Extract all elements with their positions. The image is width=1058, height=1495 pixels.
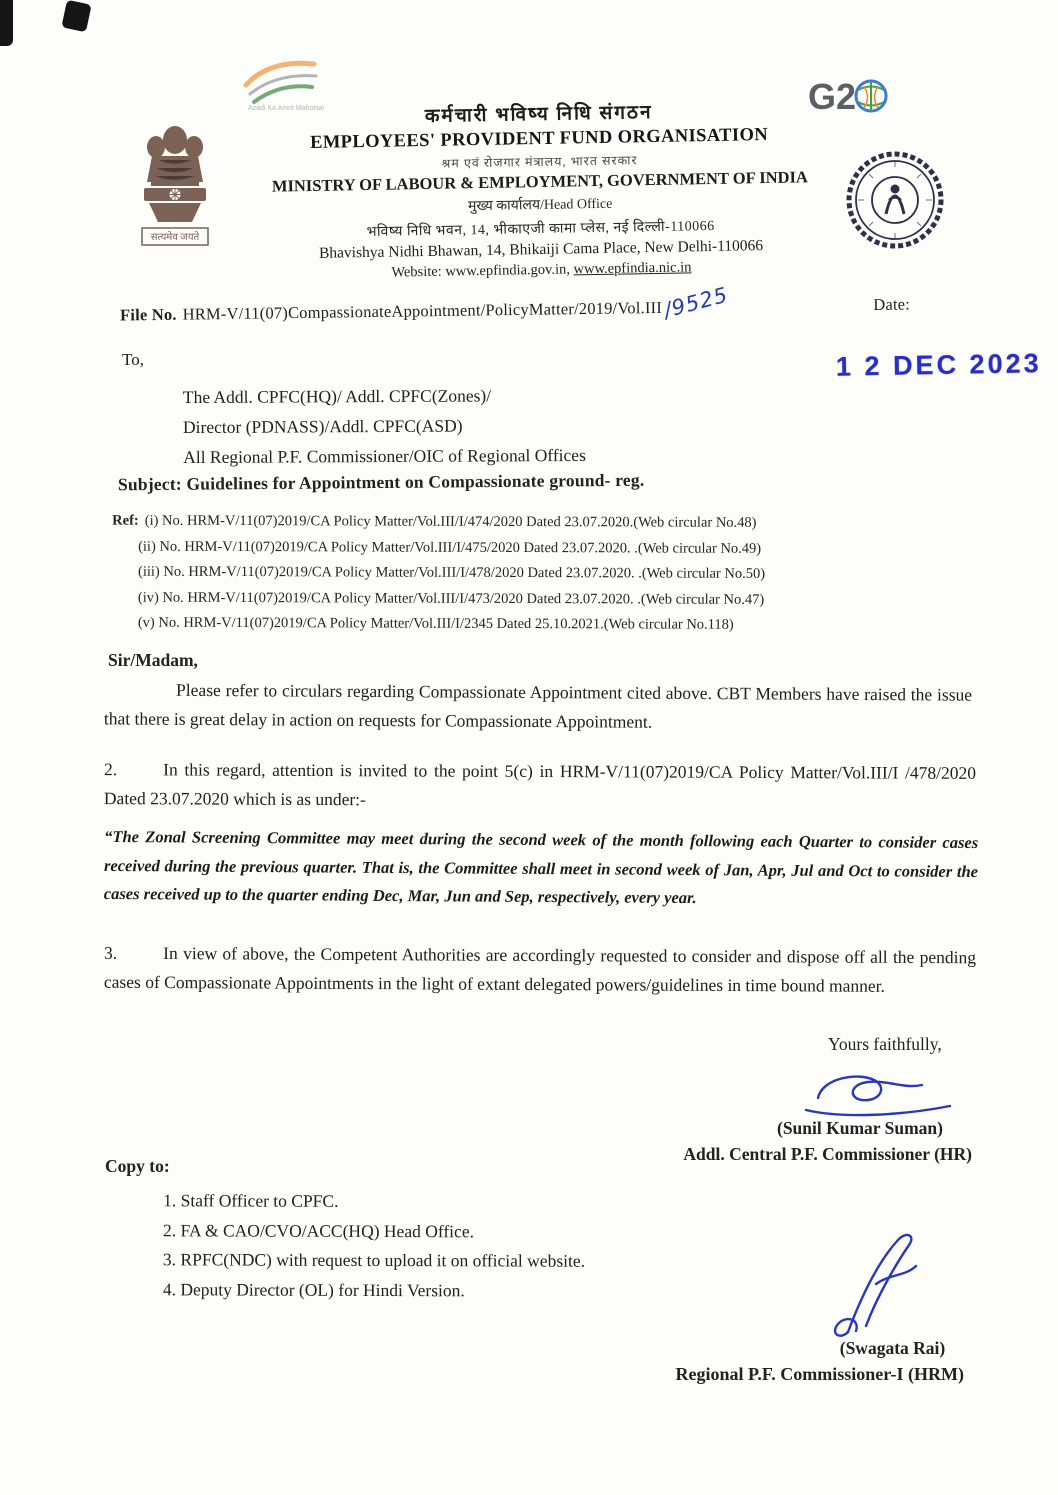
g20-text: G2 <box>808 76 857 117</box>
copy-to-item: 1. Staff Officer to CPFC. <box>163 1190 339 1211</box>
reference-item <box>112 509 922 537</box>
file-number-line <box>119 282 911 325</box>
ministry-name: MINISTRY OF LABOUR & EMPLOYMENT, GOVERNMENT OF INDIA <box>271 167 808 196</box>
file-number-text: HRM-V/11(07)CompassionateAppointment/PolicyMatter/2019/Vol.III <box>182 297 663 324</box>
paragraph-text: In this regard, attention is invited to the point 5(c) in HRM-V/11(07)2019/CA Policy Matter/Vol.III/I /478/2020 Dated 23.07.2020 which is as under:- <box>103 759 977 810</box>
ref-label: Ref: <box>112 512 139 529</box>
recipient-line: The Addl. CPFC(HQ)/ Addl. CPFC(Zones)/ <box>182 385 492 408</box>
salutation: Sir/Madam, <box>108 650 198 670</box>
website-text: Website: www.epfindia.gov.in, <box>391 261 574 281</box>
letterhead <box>248 95 831 284</box>
paragraph-1: Please refer to circulars regarding Compassionate Appointment cited above. CBT Members have raised the issue that there is great delay in action on requests for Compassionate Appointment. <box>103 679 973 732</box>
org-name: EMPLOYEES' PROVIDENT FUND ORGANISATION <box>309 125 769 154</box>
address-hindi: भविष्य निधि भवन, 14, भीकाएजी कामा प्लेस, नई दिल्ली-110066 <box>366 218 715 241</box>
copy-to-item: 4. Deputy Director (OL) for Hindi Version. <box>162 1278 465 1300</box>
paragraph-number: 3. <box>104 942 118 963</box>
website-link: www.epfindia.nic.in <box>573 259 692 278</box>
subject-line: Subject: Guidelines for Appointment on Compassionate ground- reg. <box>117 469 645 495</box>
emblem-motto: सत्यमेव जयते <box>150 232 200 243</box>
signatory-designation: Addl. Central P.F. Commissioner (HR) <box>683 1144 972 1164</box>
reference-item: (ii) No. HRM-V/11(07)2019/CA Policy Matter/Vol.III/I/475/2020 Dated 23.07.2020. .(Web circular No.49) <box>138 538 762 557</box>
epfo-logo-icon <box>845 148 945 257</box>
to-label: To, <box>122 350 144 369</box>
org-name-hindi: कर्मचारी भविष्य निधि संगठन <box>424 102 653 127</box>
signatory-name: (Sunil Kumar Suman) <box>777 1118 943 1138</box>
copy-to-item: 3. RPFC(NDC) with request to upload it on official website. <box>162 1249 586 1271</box>
copy-to-label: Copy to: <box>105 1156 170 1176</box>
date-stamp: 1 2 DEC 2023 <box>835 348 1042 382</box>
paragraph-text: In view of above, the Competent Authorities are accordingly requested to consider and dispose off all the pending cases of Compassionate Appointments in the light of extant delegated powers/guidelines in time bound manner. <box>103 943 977 996</box>
signatory-name: (Swagata Rai) <box>839 1338 946 1358</box>
recipient-line: Director (PDNASS)/Addl. CPFC(ASD) <box>182 415 463 438</box>
handwritten-dispatch-number: /9525 <box>661 282 731 323</box>
file-number <box>119 282 864 325</box>
azadi-label: Azadi Ka Amrit Mahotsav <box>248 105 324 111</box>
national-emblem-icon <box>128 118 222 261</box>
date-label: Date: <box>873 294 911 314</box>
recipient-line: All Regional P.F. Commissioner/OIC of Regional Offices <box>183 444 586 468</box>
reference-item: (iv) No. HRM-V/11(07)2019/CA Policy Matter/Vol.III/I/473/2020 Dated 23.07.2020. .(Web circular No.47) <box>137 589 765 608</box>
signature-swagata-rai <box>818 1228 933 1345</box>
closing-line: Yours faithfully, <box>828 1034 942 1054</box>
copy-to-item: 2. FA & CAO/CVO/ACC(HQ) Head Office. <box>163 1219 475 1241</box>
signatory-designation: Regional P.F. Commissioner-I (HRM) <box>675 1364 964 1384</box>
paragraph-2 <box>104 755 976 817</box>
scan-artifact <box>61 0 91 32</box>
reference-item: (iii) No. HRM-V/11(07)2019/CA Policy Matter/Vol.III/I/478/2020 Dated 23.07.2020. .(Web circular No.50) <box>137 563 766 582</box>
paragraph-number: 2. <box>104 759 118 780</box>
reference-text: (i) No. HRM-V/11(07)2019/CA Policy Matter/Vol.III/I/474/2020 Dated 23.07.2020.(Web circular No.48) <box>144 512 757 531</box>
reference-item: (v) No. HRM-V/11(07)2019/CA Policy Matter/Vol.III/I/2345 Dated 25.10.2021.(Web circular No.118) <box>137 614 734 633</box>
scan-artifact <box>0 0 13 46</box>
quoted-guideline: “The Zonal Screening Committee may meet during the second week of the month following each Quarter to consider cases received during the previous quarter. That is, the Committee shall meet in second week of Jan, Apr, Jul and Oct to consider the cases received up to the quarter ending Dec, Mar, Jun and Sep, respectively, every year. <box>103 826 979 908</box>
references-block <box>112 509 922 639</box>
recipient-block <box>183 380 586 472</box>
paragraph-3 <box>104 939 976 1002</box>
address-english: Bhavishya Nidhi Bhawan, 14, Bhikaiji Cama Place, New Delhi-110066 <box>318 237 764 262</box>
ministry-name-hindi: श्रम एवं रोजगार मंत्रालय, भारत सरकार <box>441 153 638 171</box>
copy-to-list <box>163 1186 585 1305</box>
head-office-line: मुख्य कार्यालय/Head Office <box>467 196 613 215</box>
file-number-label: File No. <box>119 304 177 325</box>
